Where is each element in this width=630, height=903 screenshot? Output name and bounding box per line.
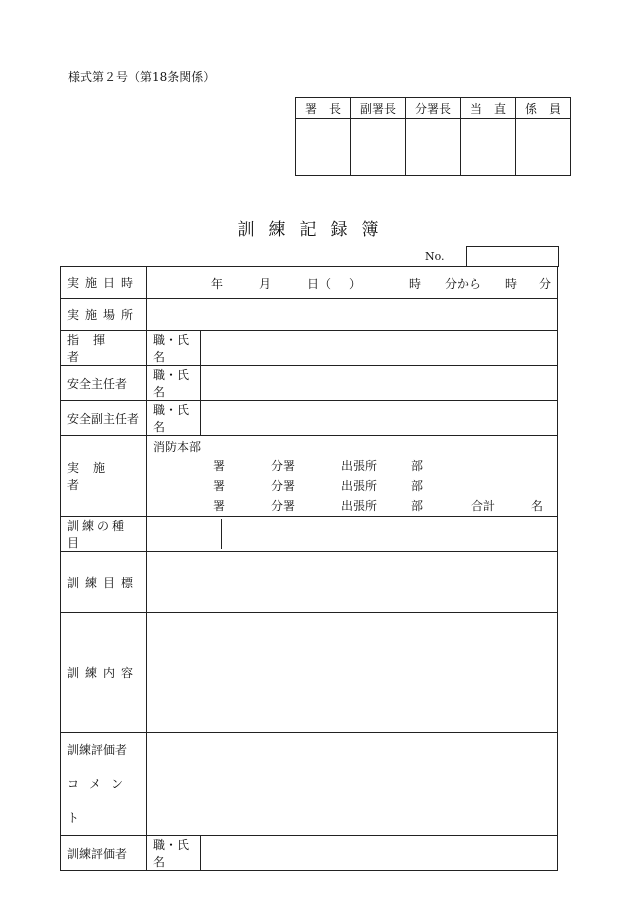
label-training-content: 訓練内容 <box>61 613 147 733</box>
row-safety-sub <box>61 401 558 436</box>
label-implementers: 実施者 <box>61 436 147 517</box>
datetime-day: 日（ <box>307 277 332 291</box>
row-training-content <box>61 613 558 733</box>
safety-sub-sub-label: 職・氏名 <box>147 401 201 436</box>
commander-sub-label: 職・氏名 <box>147 331 201 366</box>
approval-stamp-cell[interactable] <box>351 119 406 176</box>
safety-sub-field[interactable] <box>201 401 558 436</box>
place-field[interactable] <box>147 299 558 331</box>
label-safety-chief: 安全主任者 <box>61 366 147 401</box>
approval-stamp-cell[interactable] <box>296 119 351 176</box>
approval-stamp-cell[interactable] <box>406 119 461 176</box>
implementers-line: 署 分署 出張所 部 合計 名 <box>153 496 551 516</box>
evaluator-field[interactable] <box>201 836 558 871</box>
approval-stamp-table <box>295 97 571 176</box>
implementers-total-label: 合計 <box>471 499 496 513</box>
approval-header-duty: 当 直 <box>461 98 516 119</box>
approval-header-deputy: 副署長 <box>351 98 406 119</box>
label-safety-sub: 安全副主任者 <box>61 401 147 436</box>
label-training-type: 訓練の種目 <box>61 517 147 552</box>
approval-header-branch: 分署長 <box>406 98 461 119</box>
number-label: No. <box>425 250 445 263</box>
row-evaluator-comment <box>61 733 558 836</box>
training-record-table <box>60 266 558 871</box>
row-training-type <box>61 517 558 552</box>
datetime-field[interactable] <box>147 267 558 299</box>
datetime-minute-from: 分から <box>445 277 482 291</box>
implementers-unit: 名 <box>531 499 544 513</box>
label-training-goal: 訓練目標 <box>61 552 147 613</box>
row-datetime <box>61 267 558 299</box>
datetime-hour-from: 時 <box>409 277 422 291</box>
training-type-field[interactable] <box>147 517 558 552</box>
label-place: 実施場所 <box>61 299 147 331</box>
row-commander <box>61 331 558 366</box>
label-evaluator: 訓練評価者 <box>61 836 147 871</box>
evaluator-sub-label: 職・氏名 <box>147 836 201 871</box>
approval-header-staff: 係 員 <box>516 98 571 119</box>
datetime-weekday-close: ） <box>349 277 362 291</box>
row-evaluator <box>61 836 558 871</box>
implementers-line: 署 分署 出張所 部 <box>213 459 424 473</box>
row-place <box>61 299 558 331</box>
label-commander: 指揮者 <box>61 331 147 366</box>
datetime-year: 年 <box>211 277 224 291</box>
form-number-label: 様式第２号（第18条関係） <box>68 70 216 84</box>
implementers-hq: 消防本部 <box>153 440 202 454</box>
label-evaluator-comment: 訓練評価者 コメント <box>61 733 147 836</box>
safety-chief-sub-label: 職・氏名 <box>147 366 201 401</box>
approval-stamp-cell[interactable] <box>461 119 516 176</box>
number-field[interactable] <box>466 246 559 267</box>
datetime-month: 月 <box>259 277 272 291</box>
approval-stamp-cell[interactable] <box>516 119 571 176</box>
datetime-minute-to: 分 <box>539 277 552 291</box>
training-goal-field[interactable] <box>147 552 558 613</box>
training-content-field[interactable] <box>147 613 558 733</box>
approval-header-chief: 署 長 <box>296 98 351 119</box>
row-safety-chief <box>61 366 558 401</box>
row-training-goal <box>61 552 558 613</box>
implementers-line: 署 分署 出張所 部 <box>213 479 424 493</box>
safety-chief-field[interactable] <box>201 366 558 401</box>
implementers-field[interactable] <box>147 436 558 517</box>
row-implementers <box>61 436 558 517</box>
datetime-hour-to: 時 <box>505 277 518 291</box>
commander-field[interactable] <box>201 331 558 366</box>
label-datetime: 実施日時 <box>61 267 147 299</box>
evaluator-comment-field[interactable] <box>147 733 558 836</box>
document-title: 訓練記録簿 <box>237 220 393 240</box>
